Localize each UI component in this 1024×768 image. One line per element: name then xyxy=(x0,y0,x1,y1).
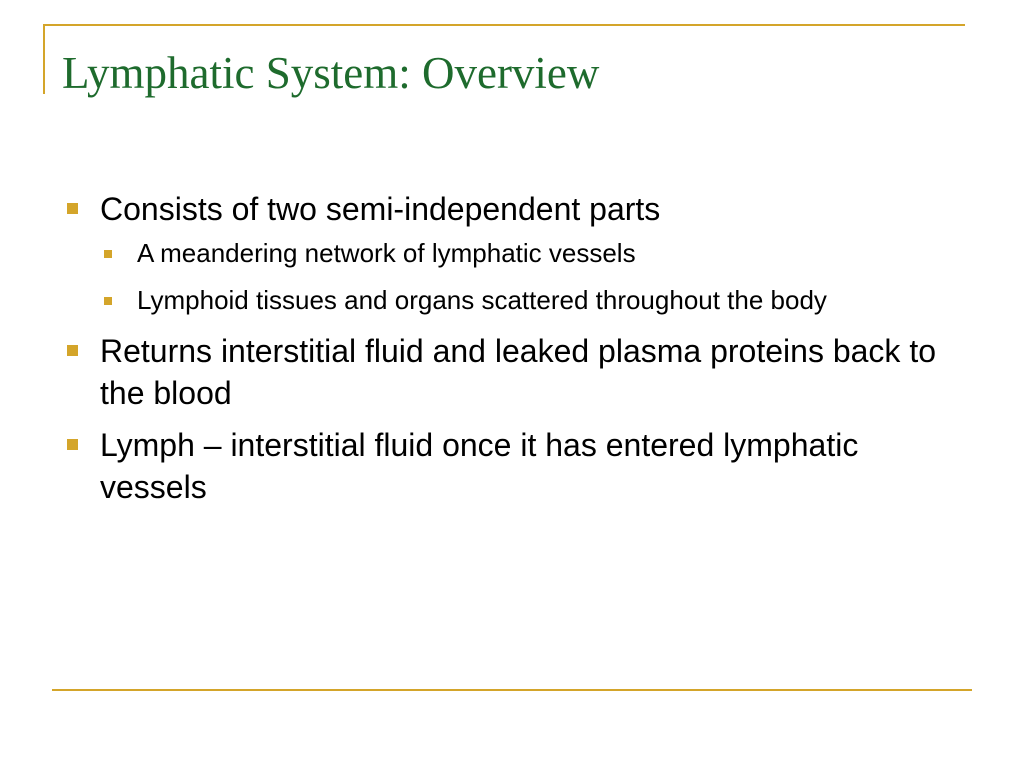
hollow-square-bullet-icon xyxy=(104,250,112,258)
frame-bottom-line xyxy=(52,689,972,691)
bullet-item xyxy=(62,424,942,508)
frame-top-line xyxy=(43,24,965,26)
slide-content xyxy=(62,188,942,518)
slide-title: Lymphatic System: Overview xyxy=(62,48,600,98)
sub-bullet-text: Lymphoid tissues and organs scattered throughout the body xyxy=(137,285,827,315)
bullet-item xyxy=(62,188,942,318)
bullet-text: Returns interstitial fluid and leaked plasma proteins back to the blood xyxy=(100,333,936,411)
sub-bullet-text: A meandering network of lymphatic vessels xyxy=(137,238,636,268)
filled-square-bullet-icon xyxy=(67,439,78,450)
filled-square-bullet-icon xyxy=(67,203,78,214)
bullet-text: Consists of two semi-independent parts xyxy=(100,191,661,227)
hollow-square-bullet-icon xyxy=(104,297,112,305)
filled-square-bullet-icon xyxy=(67,345,78,356)
frame-left-line xyxy=(43,24,45,94)
bullet-item xyxy=(62,330,942,414)
sub-bullet-list xyxy=(100,236,942,318)
sub-bullet-item xyxy=(100,283,942,318)
sub-bullet-item xyxy=(100,236,942,271)
bullet-text: Lymph – interstitial fluid once it has entered lymphatic vessels xyxy=(100,427,859,505)
